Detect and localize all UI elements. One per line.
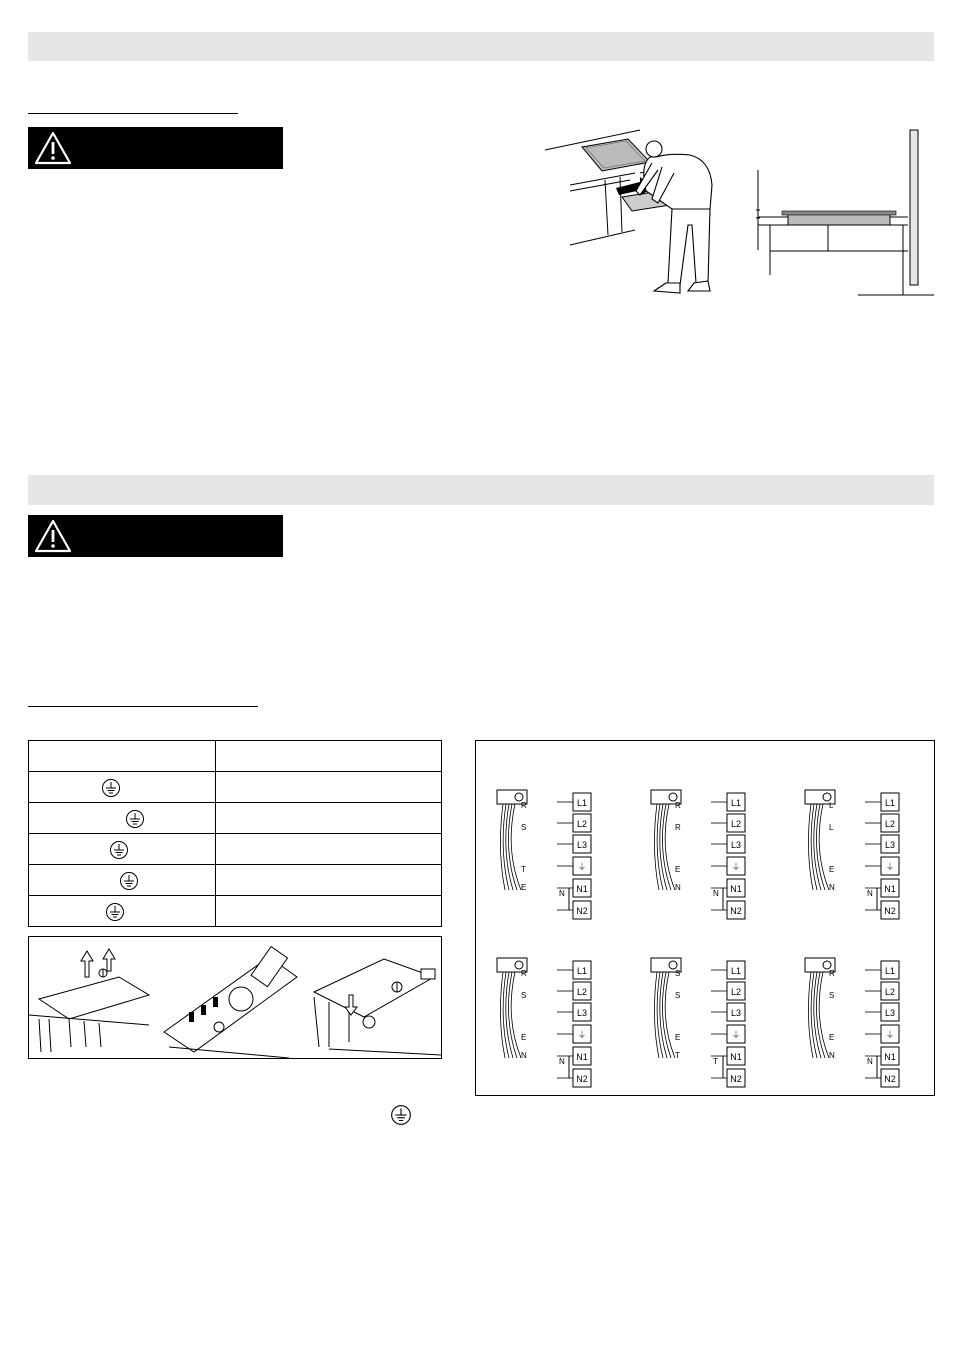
conductor-label: S <box>675 991 681 1000</box>
terminal-label <box>727 835 745 853</box>
terminal-label <box>573 982 591 1000</box>
svg-text:N2: N2 <box>884 906 896 916</box>
table-cell <box>29 772 216 803</box>
section-header-bar-1 <box>28 32 934 61</box>
conductor-label: S <box>675 969 681 978</box>
svg-text:L2: L2 <box>884 987 896 997</box>
terminal-label <box>881 961 899 979</box>
conductor-label: N <box>867 889 873 898</box>
svg-text:L2: L2 <box>576 819 588 829</box>
table-cell <box>216 896 442 927</box>
earth-ground-icon <box>105 902 125 922</box>
svg-text:L3: L3 <box>730 1008 742 1018</box>
terminal-label <box>573 1025 591 1043</box>
conductor-label: L <box>829 801 834 810</box>
conductor-label: S <box>829 991 835 1000</box>
conductor-label: R <box>521 801 527 810</box>
svg-text:N1: N1 <box>730 884 742 894</box>
svg-text:L3: L3 <box>576 1008 588 1018</box>
table-cell <box>216 803 442 834</box>
conductor-label: S <box>521 991 527 1000</box>
svg-text:N1: N1 <box>576 1052 588 1062</box>
table-cell <box>216 772 442 803</box>
table-cell <box>216 865 442 896</box>
terminal-label <box>573 857 591 875</box>
wiring-diagram <box>651 958 745 1087</box>
terminal-label <box>727 1069 745 1087</box>
table-row <box>29 896 442 927</box>
earth-ground-icon <box>101 778 121 798</box>
svg-text:L2: L2 <box>884 819 896 829</box>
terminal-label <box>727 814 745 832</box>
terminal-label <box>727 793 745 811</box>
terminal-label <box>573 1069 591 1087</box>
terminal-block-drawings <box>29 937 441 1058</box>
terminal-block-illustrations <box>28 936 442 1059</box>
svg-text:L3: L3 <box>884 840 896 850</box>
svg-text:L1: L1 <box>576 798 588 808</box>
conductor-label: N <box>713 889 719 898</box>
conductor-label: N <box>867 1057 873 1066</box>
table-row <box>29 772 442 803</box>
installation-illustration <box>540 125 740 300</box>
conductor-label: R <box>675 801 681 810</box>
terminal-label <box>727 901 745 919</box>
table-row <box>29 865 442 896</box>
conductor-label: E <box>829 865 835 874</box>
table-header-cell <box>216 741 442 772</box>
terminal-label <box>573 961 591 979</box>
terminal-label <box>881 1025 899 1043</box>
terminal-label <box>881 835 899 853</box>
svg-text:N2: N2 <box>730 906 742 916</box>
conductor-label: T <box>713 1057 718 1066</box>
terminal-label <box>881 1047 899 1065</box>
svg-text:N2: N2 <box>730 1074 742 1084</box>
conductor-label: N <box>829 883 835 892</box>
terminal-label <box>573 901 591 919</box>
terminal-label <box>573 1047 591 1065</box>
terminal-label <box>573 1003 591 1021</box>
table-row <box>29 834 442 865</box>
terminal-label <box>727 1003 745 1021</box>
svg-text:⏚: ⏚ <box>577 1030 587 1040</box>
svg-text:L1: L1 <box>576 966 588 976</box>
subheading-rule-2 <box>28 706 258 707</box>
conductor-label: N <box>675 883 681 892</box>
conductor-label: T <box>675 1051 680 1060</box>
connection-table <box>28 740 442 927</box>
svg-text:N1: N1 <box>730 1052 742 1062</box>
svg-text:L2: L2 <box>576 987 588 997</box>
table-cell <box>216 834 442 865</box>
conductor-label: N <box>559 889 565 898</box>
svg-text:N2: N2 <box>576 906 588 916</box>
section-header-bar-2 <box>28 475 934 505</box>
terminal-label <box>881 793 899 811</box>
svg-text:L1: L1 <box>730 798 742 808</box>
earth-ground-icon <box>119 871 139 891</box>
terminal-label <box>881 982 899 1000</box>
table-cell <box>29 803 216 834</box>
conductor-label: N <box>829 1051 835 1060</box>
wiring-diagram <box>805 958 899 1087</box>
terminal-label <box>881 1003 899 1021</box>
conductor-label: E <box>521 1033 527 1042</box>
conductor-label: E <box>675 865 681 874</box>
terminal-label <box>573 835 591 853</box>
terminal-label <box>727 857 745 875</box>
svg-text:⏚: ⏚ <box>885 1030 895 1040</box>
terminal-label <box>727 982 745 1000</box>
conductor-label: R <box>521 969 527 978</box>
svg-text:L2: L2 <box>730 819 742 829</box>
conductor-label: E <box>829 1033 835 1042</box>
svg-text:L3: L3 <box>884 1008 896 1018</box>
conductor-label: T <box>521 865 526 874</box>
terminal-label <box>573 814 591 832</box>
wiring-diagram <box>651 790 745 919</box>
terminal-label <box>881 901 899 919</box>
svg-text:⏚: ⏚ <box>577 862 587 872</box>
conductor-label: N <box>559 1057 565 1066</box>
table-row <box>29 803 442 834</box>
terminal-label <box>881 879 899 897</box>
table-cell <box>29 834 216 865</box>
warning-banner-2 <box>28 515 283 557</box>
conductor-label: R <box>829 969 835 978</box>
svg-text:L2: L2 <box>730 987 742 997</box>
wiring-diagrams <box>475 740 935 1096</box>
svg-text:L3: L3 <box>576 840 588 850</box>
subheading-rule-1 <box>28 113 238 114</box>
terminal-label <box>727 961 745 979</box>
person-figure <box>636 141 712 293</box>
cross-section-illustration <box>748 125 938 300</box>
svg-text:⏚: ⏚ <box>731 1030 741 1040</box>
warning-triangle-icon <box>33 518 73 554</box>
wiring-diagram <box>497 790 591 919</box>
wall-section <box>910 130 918 285</box>
svg-text:N1: N1 <box>884 884 896 894</box>
terminal-label <box>881 814 899 832</box>
svg-text:N1: N1 <box>884 1052 896 1062</box>
svg-text:L1: L1 <box>730 966 742 976</box>
svg-text:L3: L3 <box>730 840 742 850</box>
terminal-label <box>727 1025 745 1043</box>
conductor-label: E <box>521 883 527 892</box>
svg-text:N2: N2 <box>884 1074 896 1084</box>
terminal-label <box>881 857 899 875</box>
warning-banner-1 <box>28 127 283 169</box>
terminal-label <box>573 793 591 811</box>
earth-ground-icon <box>390 1104 412 1126</box>
conductor-label: E <box>675 1033 681 1042</box>
svg-text:L1: L1 <box>884 798 896 808</box>
svg-text:⏚: ⏚ <box>885 862 895 872</box>
terminal-label <box>573 879 591 897</box>
table-cell <box>29 896 216 927</box>
conductor-label: S <box>521 823 527 832</box>
wiring-diagram <box>497 958 591 1087</box>
conductor-label: N <box>521 1051 527 1060</box>
table-cell <box>29 865 216 896</box>
table-header-row <box>29 741 442 772</box>
svg-text:⏚: ⏚ <box>731 862 741 872</box>
warning-triangle-icon <box>33 130 73 166</box>
conductor-label: R <box>675 823 681 832</box>
earth-ground-icon <box>125 809 145 829</box>
wiring-diagram <box>805 790 899 919</box>
terminal-label <box>727 879 745 897</box>
table-header-cell <box>29 741 216 772</box>
conductor-label: L <box>829 823 834 832</box>
svg-text:N1: N1 <box>576 884 588 894</box>
svg-text:N2: N2 <box>576 1074 588 1084</box>
svg-text:L1: L1 <box>884 966 896 976</box>
hob-panel <box>582 139 650 171</box>
terminal-label <box>881 1069 899 1087</box>
earth-ground-icon <box>109 840 129 860</box>
terminal-label <box>727 1047 745 1065</box>
